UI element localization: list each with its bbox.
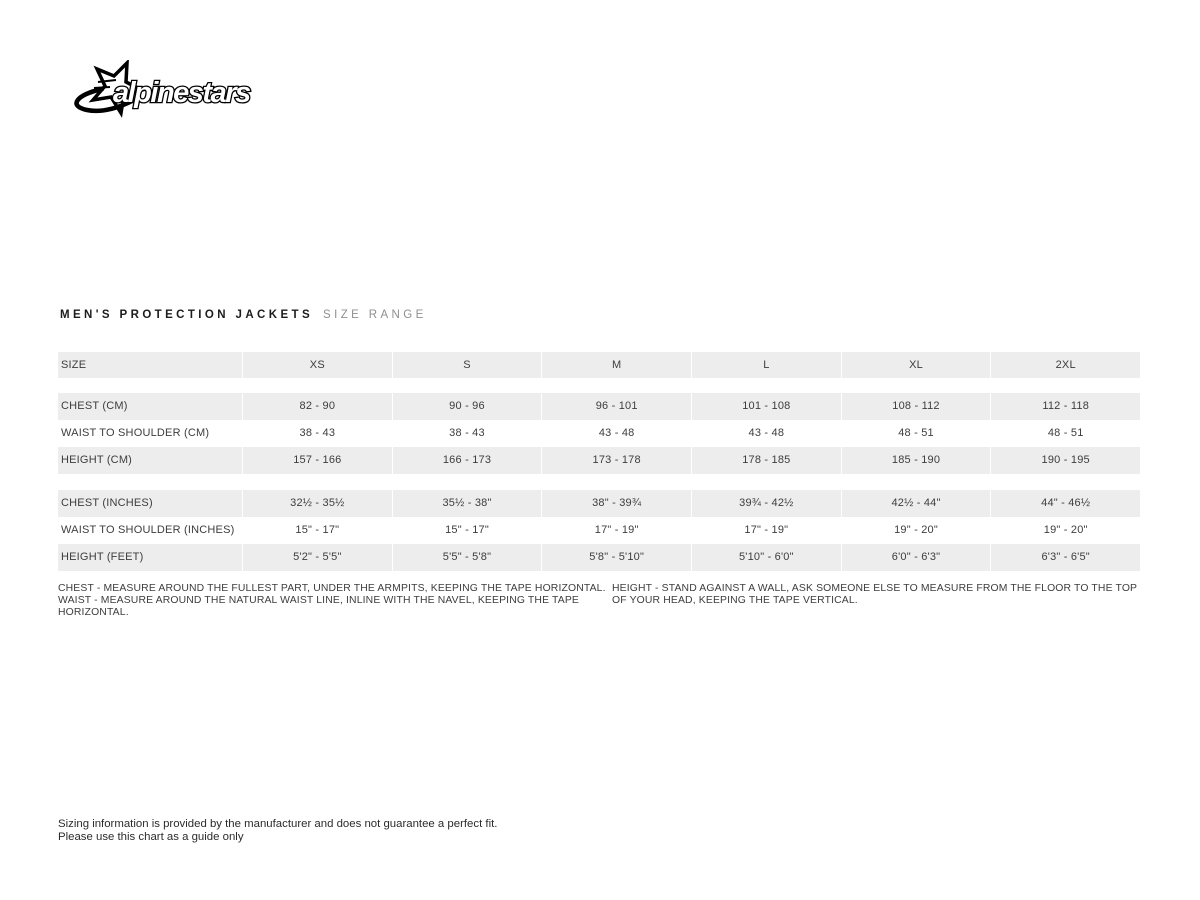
header-size-label: SIZE — [61, 359, 87, 371]
size-value: 112 - 118 — [990, 393, 1140, 420]
size-value: 17" - 19" — [541, 517, 691, 544]
header-size-m: M — [541, 352, 691, 378]
table-row — [58, 420, 1140, 447]
table-row — [58, 544, 1140, 571]
page-title — [60, 309, 427, 321]
size-chart-table — [58, 352, 1140, 587]
size-value: 5'8" - 5'10" — [541, 544, 691, 571]
size-value: 90 - 96 — [392, 393, 542, 420]
size-value: 38" - 39¾ — [541, 490, 691, 517]
table-row — [58, 447, 1140, 474]
header-size-2xl: 2XL — [990, 352, 1140, 378]
size-value: 6'3" - 6'5" — [990, 544, 1140, 571]
size-value: 43 - 48 — [691, 420, 841, 447]
size-value: 190 - 195 — [990, 447, 1140, 474]
size-value: 5'5" - 5'8" — [392, 544, 542, 571]
row-label: HEIGHT (FEET) — [61, 551, 144, 563]
row-label: CHEST (INCHES) — [61, 497, 153, 509]
size-value: 19" - 20" — [841, 517, 991, 544]
size-value: 48 - 51 — [990, 420, 1140, 447]
measurement-notes — [58, 583, 1140, 618]
cm-section — [58, 393, 1140, 474]
table-row — [58, 490, 1140, 517]
size-value: 39¾ - 42½ — [691, 490, 841, 517]
alpinestars-logo — [58, 60, 268, 120]
height-note: HEIGHT - STAND AGAINST A WALL, ASK SOMEONE ELSE TO MEASURE FROM THE FLOOR TO THE TOP OF YOUR HEAD, KEEPING THE TAPE VERTICAL. — [612, 583, 1137, 606]
size-value: 6'0" - 6'3" — [841, 544, 991, 571]
disclaimer-line-1: Sizing information is provided by the manufacturer and does not guarantee a perfect fit. — [58, 818, 498, 830]
size-value: 42½ - 44" — [841, 490, 991, 517]
size-value: 185 - 190 — [841, 447, 991, 474]
row-label: CHEST (CM) — [61, 400, 128, 412]
header-size-l: L — [691, 352, 841, 378]
row-label: WAIST TO SHOULDER (CM) — [61, 427, 210, 439]
waist-note: WAIST - MEASURE AROUND THE NATURAL WAIST LINE, INLINE WITH THE NAVEL, KEEPING THE TAPE HORIZONTAL. — [58, 594, 579, 618]
size-value: 157 - 166 — [242, 447, 392, 474]
size-chart-header-row — [58, 352, 1140, 378]
header-size-xl: XL — [841, 352, 991, 378]
size-value: 17" - 19" — [691, 517, 841, 544]
size-value: 48 - 51 — [841, 420, 991, 447]
table-row — [58, 517, 1140, 544]
size-value: 101 - 108 — [691, 393, 841, 420]
row-label: HEIGHT (CM) — [61, 454, 133, 466]
size-value: 173 - 178 — [541, 447, 691, 474]
title-sub: SIZE RANGE — [323, 309, 427, 321]
title-main: MEN'S PROTECTION JACKETS — [60, 309, 314, 321]
inches-section — [58, 490, 1140, 571]
size-value: 43 - 48 — [541, 420, 691, 447]
alpinestars-wordmark: alpinestars — [113, 77, 250, 109]
size-value: 38 - 43 — [392, 420, 542, 447]
sizing-disclaimer — [58, 818, 497, 843]
size-value: 108 - 112 — [841, 393, 991, 420]
row-label: WAIST TO SHOULDER (INCHES) — [61, 524, 235, 536]
size-value: 96 - 101 — [541, 393, 691, 420]
size-value: 44" - 46½ — [990, 490, 1140, 517]
size-value: 19" - 20" — [990, 517, 1140, 544]
measurement-notes-right — [612, 583, 1140, 618]
chest-note: CHEST - MEASURE AROUND THE FULLEST PART, UNDER THE ARMPITS, KEEPING THE TAPE HORIZONTAL. — [58, 583, 606, 594]
size-value: 82 - 90 — [242, 393, 392, 420]
size-value: 38 - 43 — [242, 420, 392, 447]
size-value: 15" - 17" — [242, 517, 392, 544]
size-value: 178 - 185 — [691, 447, 841, 474]
header-size-xs: XS — [242, 352, 392, 378]
measurement-notes-left — [58, 583, 612, 618]
alpinestars-logo-icon — [58, 60, 268, 120]
header-size-s: S — [392, 352, 542, 378]
size-value: 32½ - 35½ — [242, 490, 392, 517]
size-value: 35½ - 38" — [392, 490, 542, 517]
size-value: 5'2" - 5'5" — [242, 544, 392, 571]
size-value: 5'10" - 6'0" — [691, 544, 841, 571]
disclaimer-line-2: Please use this chart as a guide only — [58, 830, 244, 843]
size-value: 15" - 17" — [392, 517, 542, 544]
size-value: 166 - 173 — [392, 447, 542, 474]
table-row — [58, 393, 1140, 420]
